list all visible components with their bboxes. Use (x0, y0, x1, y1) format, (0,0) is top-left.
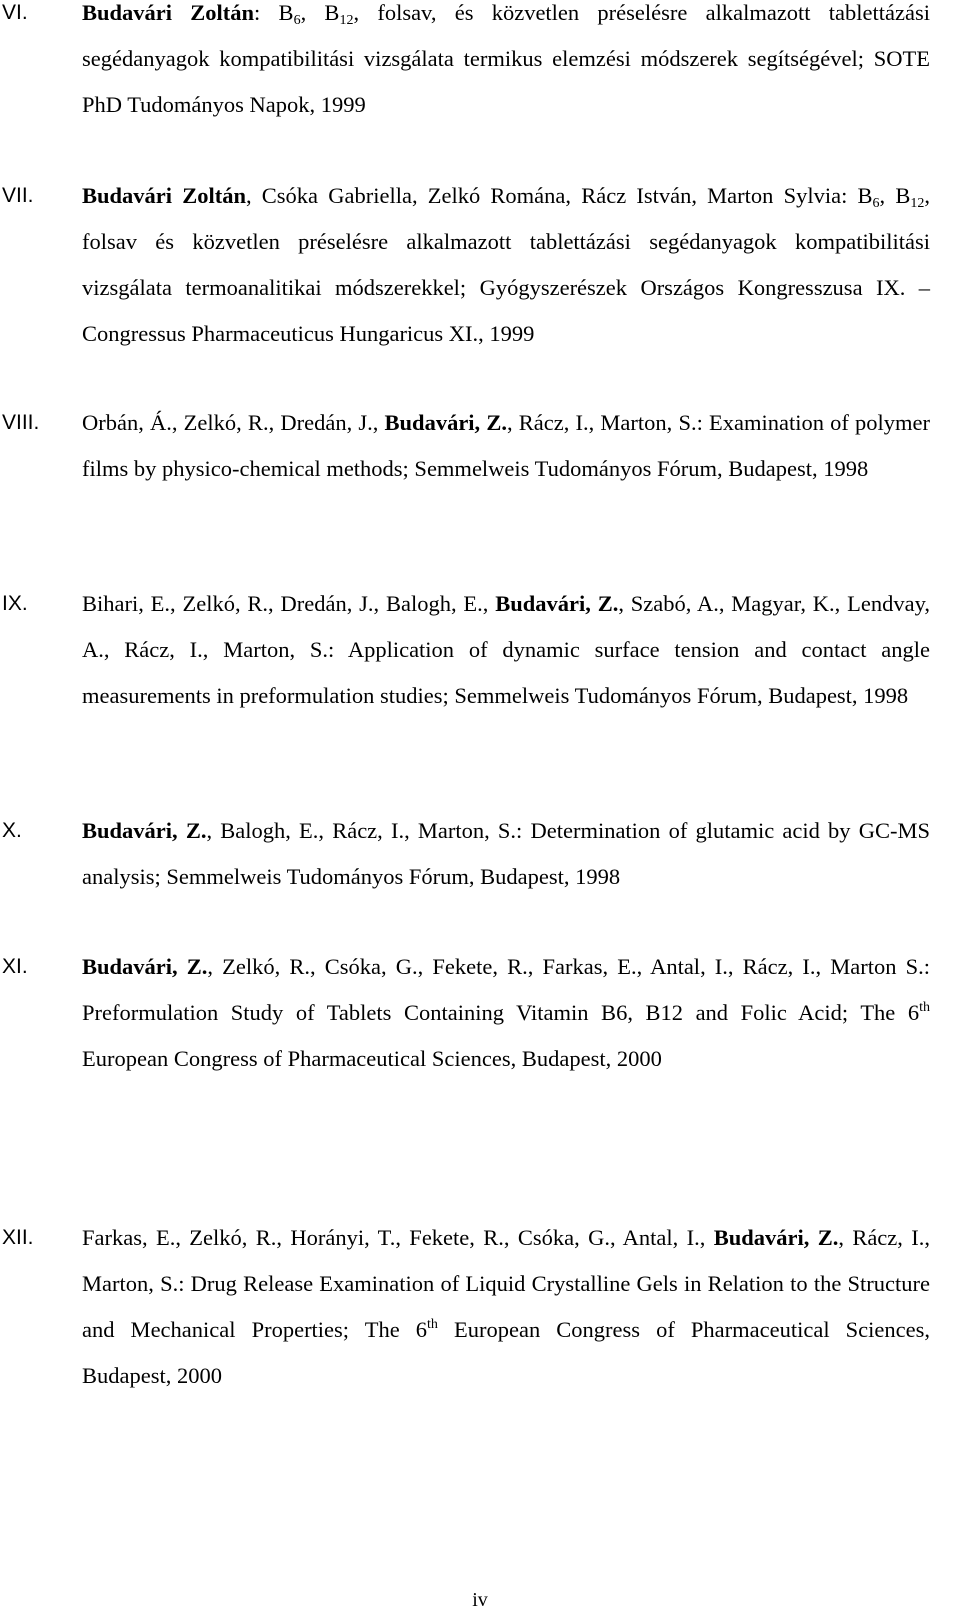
entry-number: X. (2, 819, 22, 842)
entry-text: Budavári, Z., Zelkó, R., Csóka, G., Fekete, R., Farkas, E., Antal, I., Rácz, I., Marton S.: Preformulation Study of Tablets Containing Vitamin B6, B12 and Folic Acid; The 6th European Congress of Pharmaceutical Sciences, Budapest, 2000 (82, 954, 930, 1071)
entry-text: Budavári Zoltán: $B_6$, $B_{12}$, folsav, és közvetlen préselésre alkalmazott tablettázási segédanyagok kompatibilitási vizsgálata termikus elemzési módszerek segítségével; SOTE PhD Tudományos Napok, 1999 (82, 0, 931, 117)
entry-number: XI. (2, 955, 28, 978)
entry-text: Budavári Zoltán, Csóka Gabriella, Zelkó Romána, Rácz István, Marton Sylvia: $B_6$, $B_{12}$, folsav és közvetlen préselésre alkalmazott tablettázási segédanyagok kompatibilitási vizsgálata termoanalitikai módszerekkel; Gyógyszerészek Országos Kongresszusa IX. – Congressus Pharmaceuticus Hungaricus XI., 1999 (82, 183, 930, 346)
entry-number: VII. (2, 184, 34, 207)
page-number: iv (472, 1589, 488, 1611)
entry-number: VIII. (2, 411, 40, 434)
entry-text: Farkas, E., Zelkó, R., Horányi, T., Fekete, R., Csóka, G., Antal, I., Budavári, Z., Rácz, I., Marton, S.: Drug Release Examination of Liquid Crystalline Gels in Relation to the Structure and Mechanical Properties; The 6th European Congress of Pharmaceutical Sciences, Budapest, 2000 (82, 1225, 931, 1388)
entry-text: Orbán, Á., Zelkó, R., Dredán, J., Budavári, Z., Rácz, I., Marton, S.: Examination of polymer films by physico-chemical methods; Semmelweis Tudományos Fórum, Budapest, 1998 (82, 410, 931, 481)
entry-number: XII. (2, 1226, 34, 1249)
entry-text: Bihari, E., Zelkó, R., Dredán, J., Balogh, E., Budavári, Z., Szabó, A., Magyar, K., Lendvay, A., Rácz, I., Marton, S.: Application of dynamic surface tension and contact angle measurements in preformulation studies; Semmelweis Tudományos Fórum, Budapest, 1998 (82, 591, 931, 708)
entry-number: IX. (2, 592, 28, 615)
entry-text: Budavári, Z., Balogh, E., Rácz, I., Marton, S.: Determination of glutamic acid by GC-MS analysis; Semmelweis Tudományos Fórum, Budapest, 1998 (82, 818, 930, 889)
entry-number: VI. (2, 1, 28, 24)
